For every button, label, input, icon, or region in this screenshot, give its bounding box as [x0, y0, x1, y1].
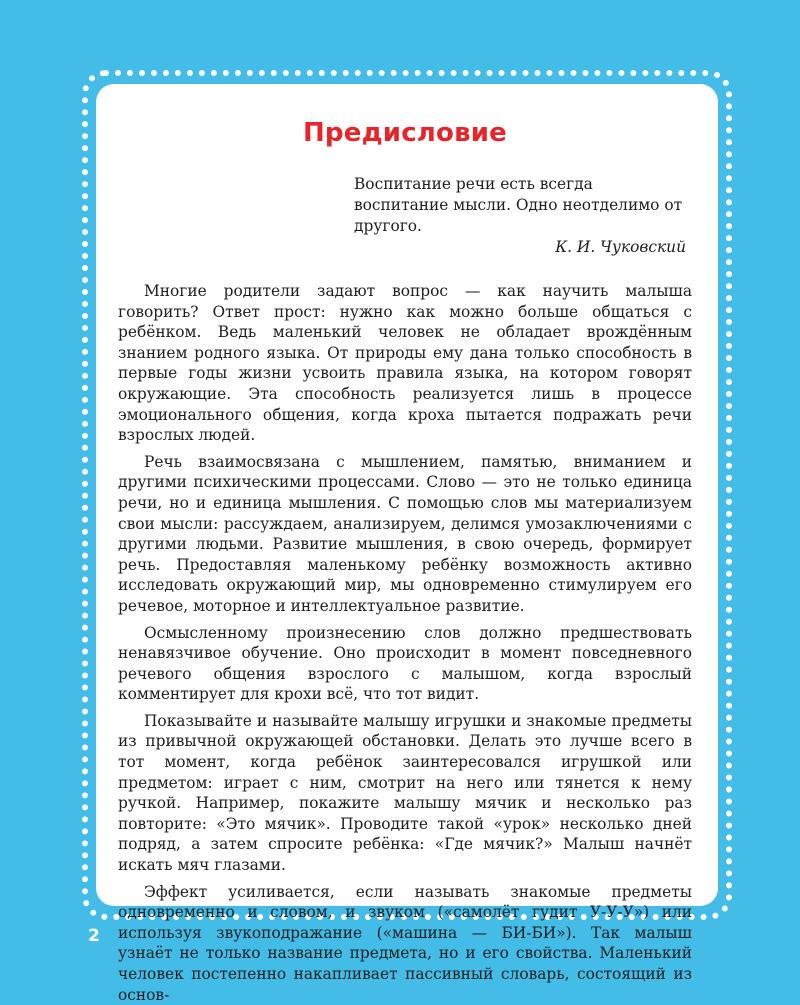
epigraph-author: К. И. Чуковский: [555, 238, 686, 256]
paragraph: Речь взаимосвязана с мышлением, памятью, вниманием и другими психическими процессами. Слово — это не только единица речи, но и единица мышления. С помощью слов мы материализуем свои мысли: рассуждаем, анализируем, делимся умозаключениями с другими людьми. Развитие мышления, в свою очередь, формирует речь. Предоставляя маленькому ребёнку возможность активно исследовать окружающий мир, мы одновременно стимулируем его речевое, моторное и интеллектуальное развитие.: [118, 452, 692, 615]
page-sheet: [96, 84, 718, 1004]
body-text: [118, 281, 692, 1005]
page-title: Предисловие: [302, 118, 508, 148]
paragraph: Осмысленному произнесению слов должно предшествовать ненавязчивое обучение. Оно происходит в момент повседневного речевого общения взрослого с малышом, когда взрослый комментирует для крохи всё, что тот видит.: [118, 623, 692, 704]
paragraph: Показывайте и называйте малышу игрушки и знакомые предметы из привычной окружающей обстановки. Делать это лучше всего в тот момент, когда ребёнок заинтересовался игрушкой или предметом: играет с ним, смотрит на него или тянется к нему ручкой. Например, покажите малышу мячик и несколько раз повторите: «Это мячик». Проводите такой «урок» несколько дней подряд, а затем спросите ребёнка: «Где мячик?» Малыш начнёт искать мяч глазами.: [118, 711, 692, 875]
epigraph: [354, 174, 692, 258]
paragraph: Многие родители задают вопрос — как научить малыша говорить? Ответ прост: нужно как можно больше общаться с ребёнком. Ведь маленький человек не обладает врождённым знанием родного языка. От природы ему дана только способность в первые годы жизни усвоить правила языка, на котором говорят окружающие. Эта способность реализуется лишь в процессе эмоционального общения, когда кроха пытается подражать речи взрослых людей.: [118, 282, 692, 445]
epigraph-quote: Воспитание речи есть всегда воспитание мысли. Одно неотделимо от другого.: [354, 175, 683, 235]
page-number: 2: [88, 926, 100, 946]
paragraph: Эффект усиливается, если называть знакомые предметы одновременно и словом, и звуком («самолёт гудит У-У-У») или используя звукоподражание («машина — БИ-БИ»). Так малыш узнаёт не только название предмета, но и его свойства. Маленький человек постепенно накапливает пассивный словарь, состоящий из основ-: [118, 882, 692, 1004]
